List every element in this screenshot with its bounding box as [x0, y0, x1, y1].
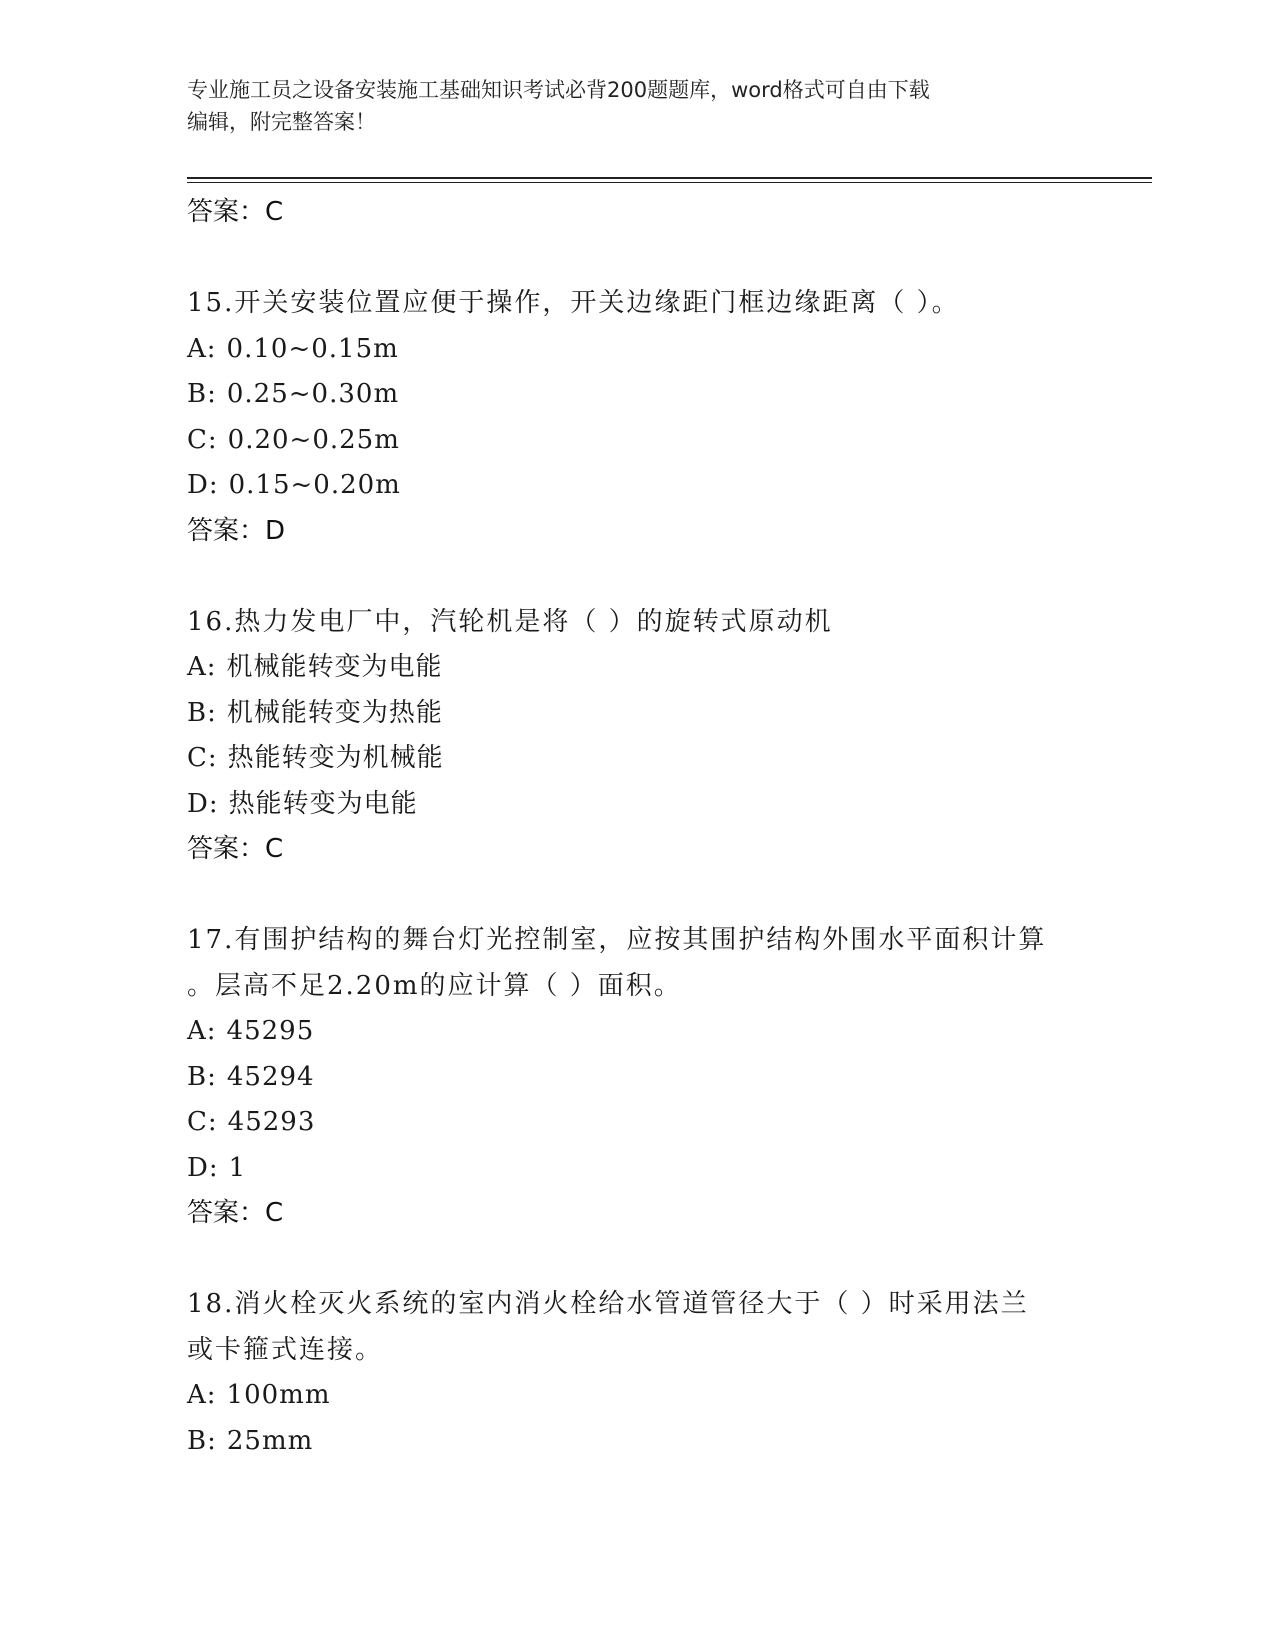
spacer [187, 235, 1087, 281]
header-divider-thick [187, 177, 1152, 179]
header-divider-thin [187, 182, 1152, 183]
option-text: 0.10~0.15m [226, 333, 399, 364]
option-text: 45293 [227, 1107, 316, 1137]
question-list [187, 190, 1087, 1464]
answer-line: 答案：C [187, 834, 284, 864]
question-block [187, 1282, 1087, 1464]
option-letter: B: [187, 379, 217, 409]
question-text-continued: 。层高不足2.20m的应计算（ ）面积。 [187, 970, 682, 1001]
question-block [187, 600, 1087, 873]
option-c [187, 736, 1087, 782]
option-letter: A: [187, 1016, 217, 1046]
option-letter: D: [187, 1152, 219, 1183]
question-text: 18.消火栓灭火系统的室内消火栓给水管道管径大于（ ）时采用法兰 [187, 1289, 1029, 1319]
option-letter: C: [187, 743, 218, 773]
option-a [187, 1373, 1087, 1419]
previous-answer: 答案：C [187, 197, 284, 227]
option-text: 0.15~0.20m [228, 470, 401, 500]
option-a [187, 645, 1087, 691]
question-block [187, 281, 1087, 554]
option-letter: A: [187, 1380, 217, 1410]
header-title-line-1: 专业施工员之设备安装施工基础知识考试必背200题题库，word格式可自由下载 [187, 78, 930, 102]
question-text: 15.开关安装位置应便于操作，开关边缘距门框边缘距离（ ）。 [187, 288, 960, 318]
option-letter: B: [187, 697, 217, 728]
option-letter: D: [187, 470, 219, 500]
option-b [187, 372, 1087, 418]
option-letter: B: [187, 1425, 217, 1456]
header-title-line-2: 编辑，附完整答案！ [187, 110, 376, 134]
option-b [187, 691, 1087, 737]
option-text: 1 [228, 1152, 247, 1183]
option-c [187, 418, 1087, 464]
question-block [187, 918, 1087, 1236]
spacer [187, 872, 1087, 918]
option-d [187, 1146, 1087, 1192]
spacer [187, 1236, 1087, 1282]
option-a [187, 327, 1087, 373]
question-text: 17.有围护结构的舞台灯光控制室，应按其围护结构外围水平面积计算 [187, 925, 1047, 955]
option-a [187, 1009, 1087, 1055]
answer-line: 答案：C [187, 1198, 284, 1228]
option-text: 25mm [226, 1425, 314, 1456]
spacer [187, 554, 1087, 600]
option-text: 热能转变为电能 [228, 788, 418, 819]
option-letter: C: [187, 1107, 218, 1137]
option-d [187, 463, 1087, 509]
answer-line: 答案：D [187, 515, 286, 546]
document-header [187, 74, 1067, 138]
option-text: 机械能转变为热能 [226, 697, 443, 728]
option-text: 45295 [226, 1016, 315, 1046]
option-c [187, 1100, 1087, 1146]
option-b [187, 1055, 1087, 1101]
option-text: 45294 [226, 1061, 315, 1092]
option-letter: D: [187, 788, 219, 819]
option-text: 机械能转变为电能 [226, 652, 443, 682]
option-letter: A: [187, 652, 217, 682]
option-letter: B: [187, 1061, 217, 1092]
option-text: 0.20~0.25m [227, 424, 400, 455]
option-b [187, 1419, 1087, 1465]
question-text-continued: 或卡箍式连接。 [187, 1334, 384, 1365]
question-text: 16.热力发电厂中，汽轮机是将（ ）的旋转式原动机 [187, 606, 833, 637]
option-letter: C: [187, 424, 218, 455]
option-letter: A: [187, 333, 217, 364]
option-d [187, 782, 1087, 828]
option-text: 0.25~0.30m [226, 379, 400, 409]
option-text: 热能转变为机械能 [227, 743, 444, 773]
option-text: 100mm [226, 1380, 331, 1410]
